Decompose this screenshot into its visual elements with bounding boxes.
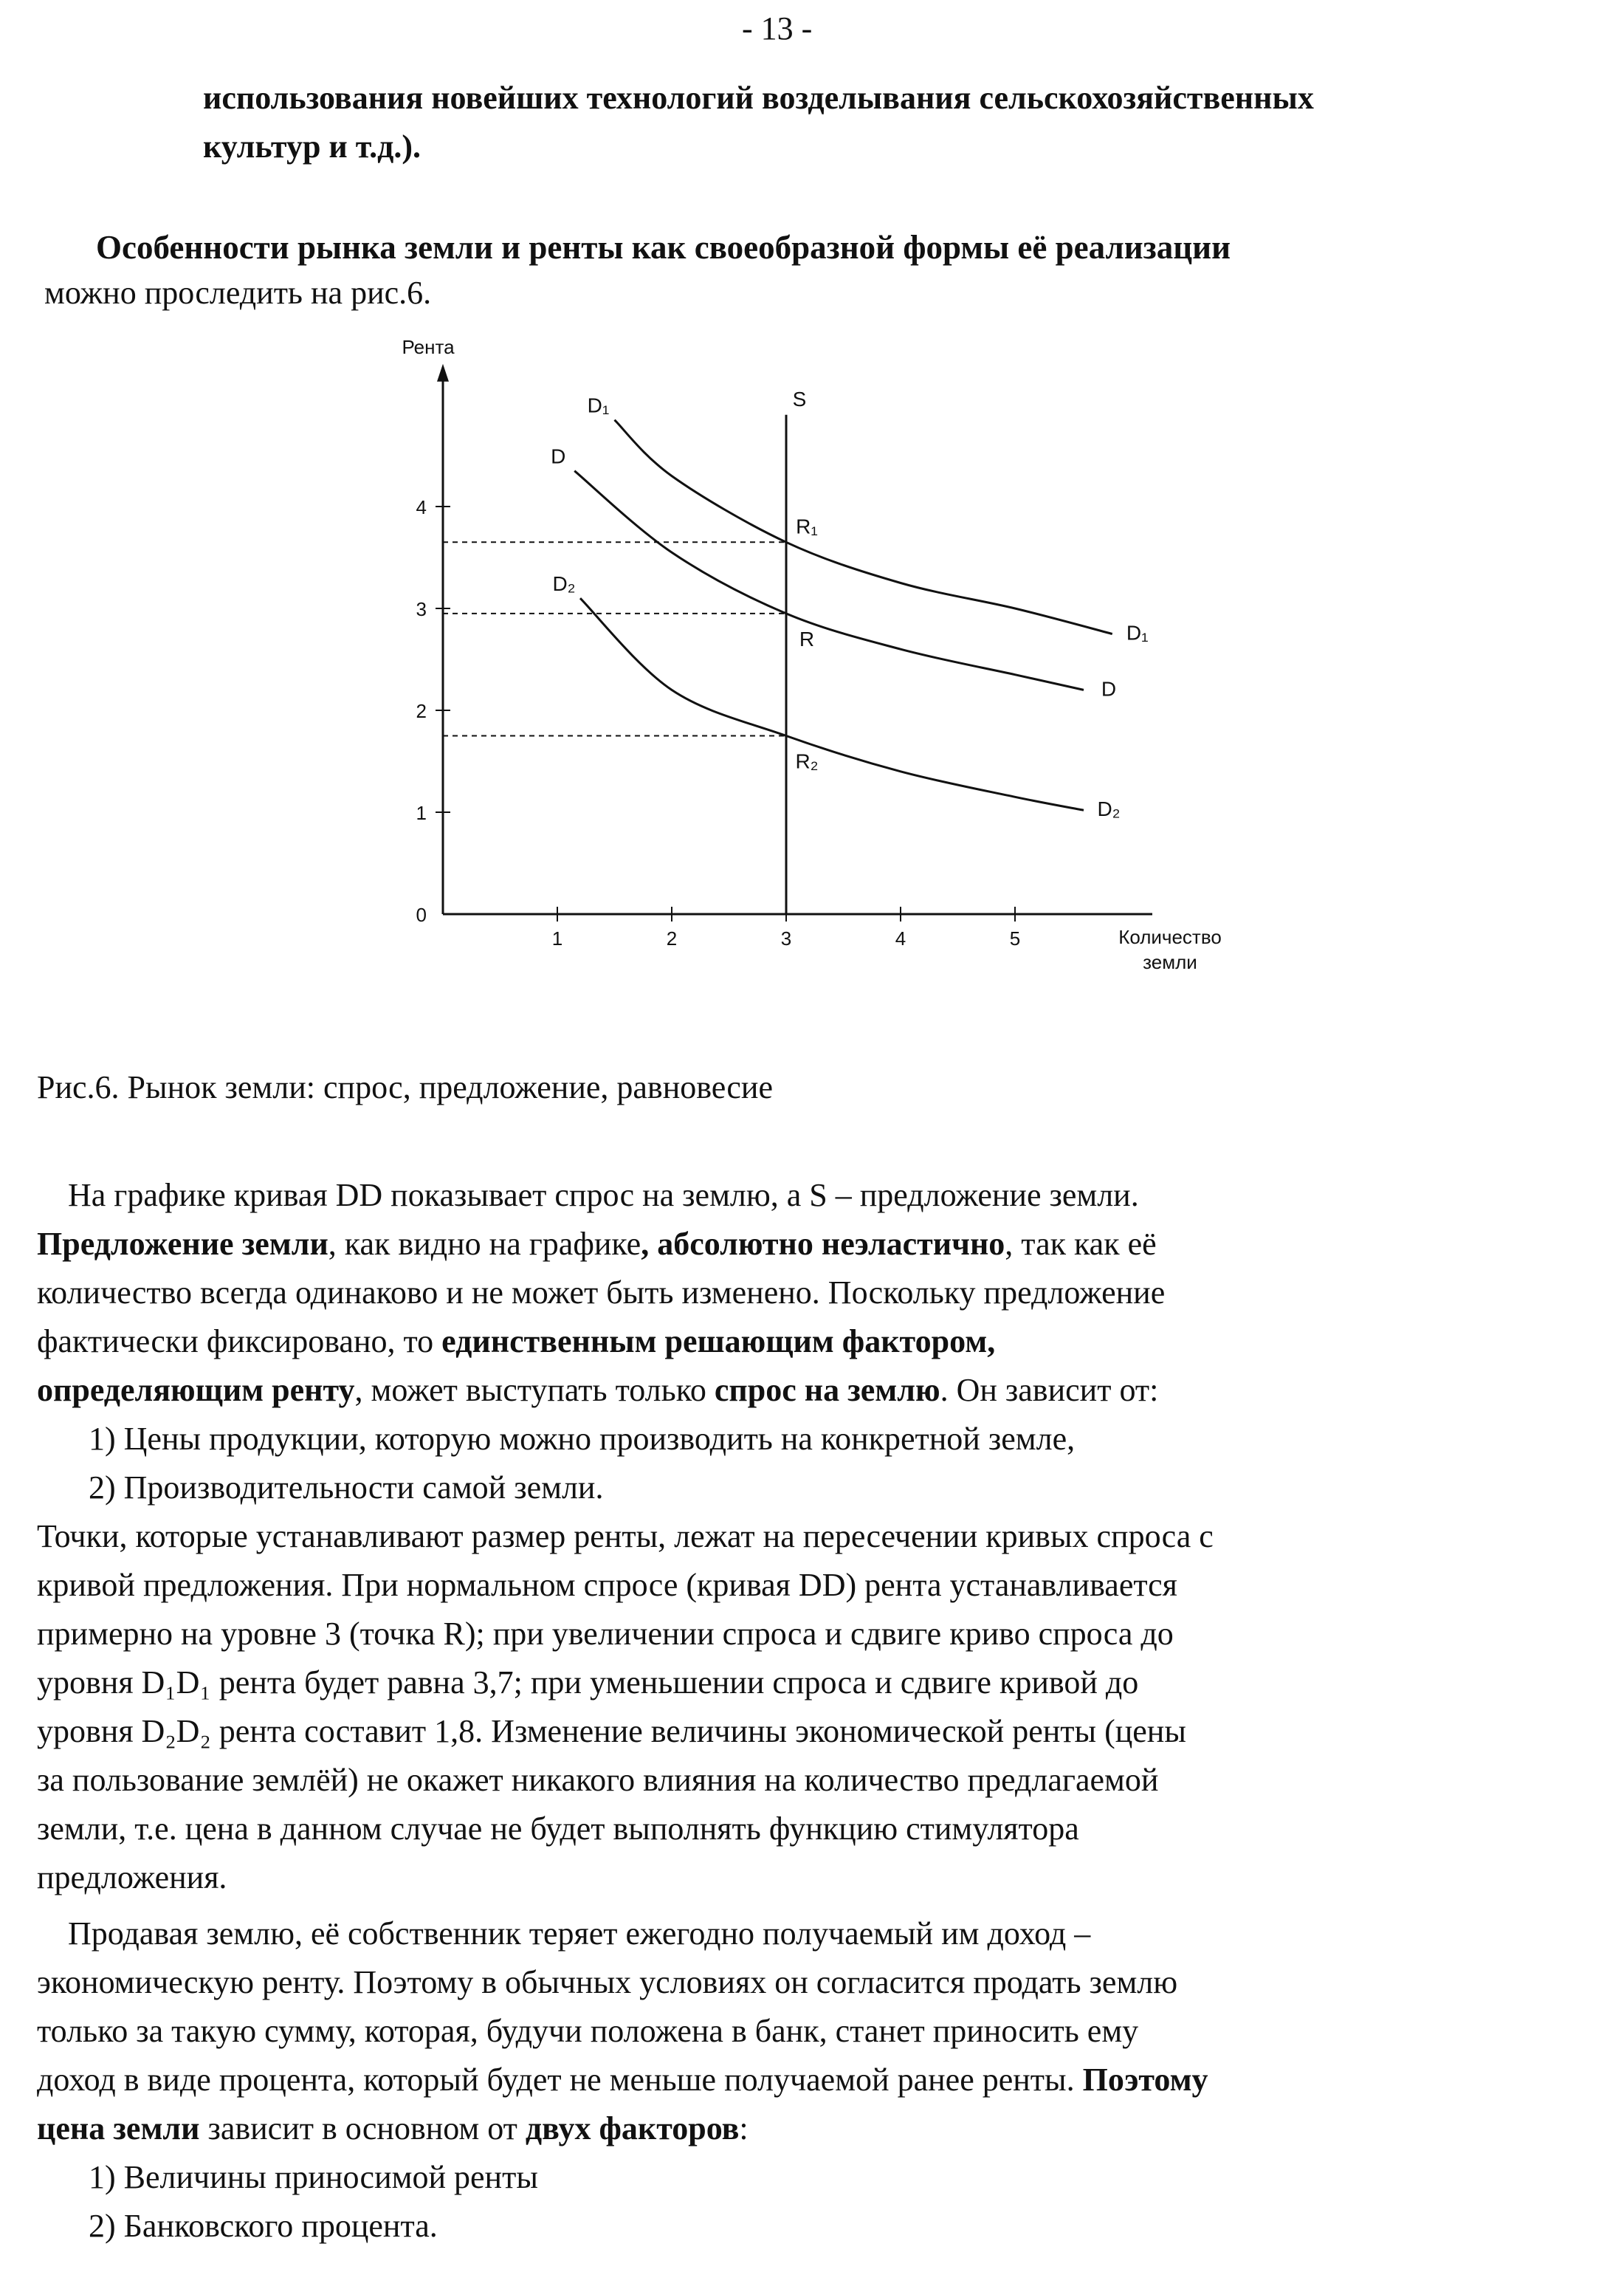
para1-line-2-text-a: , как видно на графике bbox=[328, 1226, 641, 1262]
para3-line-5 bbox=[37, 2104, 749, 2153]
term-sole-factor: единственным решающим фактором, bbox=[441, 1323, 996, 1359]
para2-line-6: за пользование землёй) не окажет никакого влияния на количество предлагаемой bbox=[37, 1762, 1159, 1798]
para1-line-1: На графике кривая DD показывает спрос на землю, а S – предложение земли. bbox=[68, 1177, 1139, 1213]
demand-curve-d1 bbox=[615, 420, 1112, 634]
intro-line-2: культур и т.д.). bbox=[203, 128, 421, 165]
para3-line-4-text: доход в виде процента, который будет не меньше получаемой ранее ренты. bbox=[37, 2062, 1083, 2098]
section-heading: Особенности рынка земли и ренты как своеобразной формы её реализации bbox=[96, 229, 1231, 266]
demand-curve-d-start-label: D bbox=[551, 445, 566, 468]
y-tick-label-3: 3 bbox=[416, 598, 427, 620]
figure-caption: Рис.6. Рынок земли: спрос, предложение, равновесие bbox=[37, 1069, 774, 1105]
term-land-supply: Предложение земли bbox=[37, 1226, 328, 1262]
para1-line-5-text-b: . Он зависит от: bbox=[940, 1372, 1159, 1408]
term-therefore: Поэтому bbox=[1082, 2062, 1208, 2098]
heading-continuation: можно проследить на рис.6. bbox=[44, 275, 432, 311]
para3-line-4 bbox=[37, 2056, 1208, 2104]
term-inelastic: , абсолютно неэластично bbox=[641, 1226, 1005, 1262]
para2-line-4: уровня D₁D₁ рента будет равна 3,7; при уменьшении спроса и сдвиге кривой до bbox=[37, 1664, 1139, 1701]
y-tick-label-2: 2 bbox=[416, 700, 427, 722]
para1-line-2-text-b: , так как её bbox=[1005, 1226, 1157, 1262]
para1-list-item-1: 1) Цены продукции, которую можно производить на конкретной земле, bbox=[89, 1421, 1076, 1457]
equilibrium-r1-label: R₁ bbox=[796, 515, 818, 538]
para3-list-item-2: 2) Банковского процента. bbox=[89, 2208, 438, 2244]
demand-curve-d1-start-label: D₁ bbox=[587, 394, 610, 417]
x-tick-label-1: 1 bbox=[551, 927, 563, 950]
para2-line-2: кривой предложения. При нормальном спросе (кривая DD) рента устанавливается bbox=[37, 1567, 1177, 1603]
demand-curve-d-end-label: D bbox=[1101, 677, 1117, 701]
x-axis-label-line-1: Количество bbox=[1118, 926, 1222, 948]
para1-line-2 bbox=[37, 1220, 1157, 1269]
x-tick-label-4: 4 bbox=[895, 927, 906, 950]
demand-curve-d1-end-label: D₁ bbox=[1126, 621, 1149, 645]
page-number: - 13 - bbox=[742, 10, 813, 47]
term-determining-rent: определяющим ренту bbox=[37, 1372, 355, 1408]
equilibrium-r-label: R bbox=[799, 627, 815, 651]
x-tick-label-3: 3 bbox=[780, 927, 792, 950]
para2-line-7: земли, т.е. цена в данном случае не будет выполнять функцию стимулятора bbox=[37, 1811, 1079, 1847]
para1-line-5 bbox=[37, 1366, 1158, 1415]
x-tick-label-2: 2 bbox=[666, 927, 678, 950]
para3-line-2: экономическую ренту. Поэтому в обычных условиях он согласится продать землю bbox=[37, 1964, 1178, 2000]
para1-line-4 bbox=[37, 1317, 995, 1366]
para3-line-3: только за такую сумму, которая, будучи положена в банк, станет приносить ему bbox=[37, 2013, 1139, 2049]
demand-curve-d2-start-label: D₂ bbox=[552, 572, 576, 596]
x-axis-label-line-2: земли bbox=[1143, 951, 1197, 973]
para2-line-5: уровня D₂D₂ рента составит 1,8. Изменение величины экономической ренты (цены bbox=[37, 1713, 1186, 1749]
y-axis-label: Рента bbox=[402, 335, 455, 358]
para3-list-item-1: 1) Величины приносимой ренты bbox=[89, 2159, 538, 2195]
term-land-demand: спрос на землю bbox=[714, 1372, 940, 1408]
demand-curve-d bbox=[574, 471, 1084, 690]
intro-line-1: использования новейших технологий возделывания сельскохозяйственных bbox=[203, 80, 1314, 116]
para1-line-4-text: фактически фиксировано, то bbox=[37, 1323, 442, 1359]
supply-label: S bbox=[792, 387, 807, 411]
y-tick-label-1: 1 bbox=[416, 802, 427, 824]
term-two-factors: двух факторов bbox=[525, 2110, 740, 2146]
para3-line-5-text-a: зависит в основном от bbox=[199, 2110, 526, 2146]
para1-line-3: количество всегда одинаково и не может быть изменено. Поскольку предложение bbox=[37, 1274, 1166, 1311]
para1-line-5-text-a: , может выступать только bbox=[354, 1372, 715, 1408]
y-tick-label-4: 4 bbox=[416, 496, 427, 518]
para1-list-item-2: 2) Производительности самой земли. bbox=[89, 1469, 604, 1506]
para3-line-5-text-b: : bbox=[739, 2110, 749, 2146]
demand-curve-d2-end-label: D₂ bbox=[1097, 797, 1121, 821]
para2-line-8: предложения. bbox=[37, 1859, 227, 1895]
term-land-price: цена земли bbox=[37, 2110, 200, 2146]
y-axis-arrow bbox=[437, 364, 449, 382]
equilibrium-r2-label: R₂ bbox=[795, 749, 819, 773]
para3-line-1: Продавая землю, её собственник теряет ежегодно получаемый им доход – bbox=[68, 1915, 1091, 1952]
x-tick-label-5: 5 bbox=[1009, 927, 1021, 950]
para2-line-3: примерно на уровне 3 (точка R); при увеличении спроса и сдвиге криво спроса до bbox=[37, 1616, 1174, 1652]
origin-label: 0 bbox=[416, 904, 427, 926]
para2-line-1: Точки, которые устанавливают размер ренты, лежат на пересечении кривых спроса с bbox=[37, 1518, 1214, 1554]
